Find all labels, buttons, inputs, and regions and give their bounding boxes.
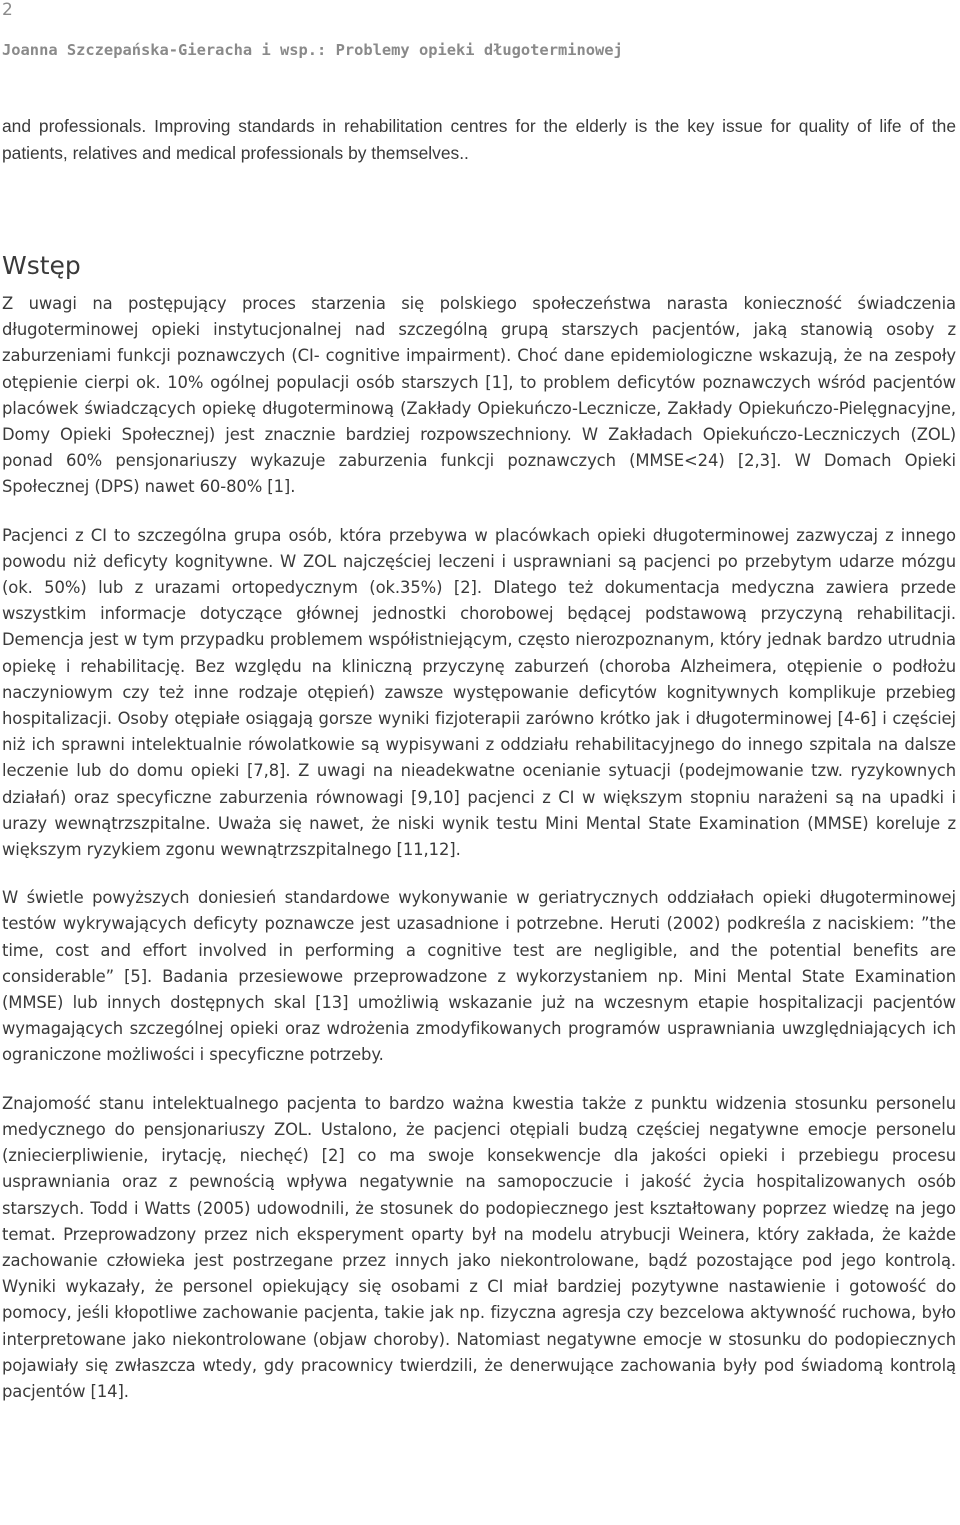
paragraph-4: Znajomość stanu intelektualnego pacjenta to bardzo ważna kwestia także z punktu widzenia stosunku personelu medycznego do pensjonariuszy ZOL. Ustalono, że pacjenci otępiali budzą częściej negatywne emocje personelu (zniecierpliwienie, irytację, niechęć) [2] co ma swoje konsekwencje dla jakości opieki i przebiegu procesu usprawniania oraz z pewnością wpływa negatywnie na samopoczucie i jakość życia hospitalizowanych osób starszych. Todd i Watts (2005) udowodnili, że stosunek do podopiecznego jest kształtowany poprzez wiedzę na jego temat. Przeprowadzony przez nich eksperyment oparty był na modelu atrybucji Weinera, który zakłada, że każde zachowanie człowieka jest postrzegane przez innych jako niekontrolowane, bądź pozostające pod jego kontrolą. Wyniki wykazały, że personel opiekujący się osobami z CI miał bardziej pozytywne nastawienie i gotowość do pomocy, jeśli kłopotliwe zachowanie pacjenta, takie jak np. fizyczna agresja czy bezcelowa aktywność ruchowa, było interpretowane jako niekontrolowane (objaw choroby). Natomiast negatywne emocje w stosunku do podopiecznych pojawiały się zwłaszcza wtedy, gdy pracownicy twierdzili, że denerwujące zachowania były pod świadomą kontrolą pacjentów [14]. <box>2 1093 956 1401</box>
section-body <box>2 291 956 1427</box>
page-number: 2 <box>2 0 13 20</box>
section-heading: Wstęp <box>2 251 81 280</box>
paragraph-1: Z uwagi na postępujący proces starzenia się polskiego społeczeństwa narasta konieczność świadczenia długoterminowej opieki instytucjonalnej nad szczególną grupą starszych pacjentów, jaką stanowią osoby z zaburzeniami funkcji poznawczych (CI- cognitive impairment). Choć dane epidemiologiczne wskazują, że na zespoły otępienie cierpi ok. 10% ogólnej populacji osób starszych [1], to problem deficytów poznawczych wśród pacjentów placówek świadczących opiekę długoterminową (Zakłady Opiekuńczo-Lecznicze, Zakłady Opiekuńczo-Pielęgnacyjne, Domy Opieki Społecznej) jest znacznie bardziej rozpowszechniony. W Zakładach Opiekuńczo-Leczniczych (ZOL) ponad 60% pensjonariuszy wykazuje zaburzenia funkcji poznawczych (MMSE<24) [2,3]. W Domach Opieki Społecznej (DPS) nawet 60-80% [1]. <box>2 294 956 497</box>
paragraph-3: W świetle powyższych doniesień standardowe wykonywanie w geriatrycznych oddziałach opieki długoterminowej testów wykrywających deficyty poznawcze jest uzasadnione i potrzebne. Heruti (2002) podkreśla z naciskiem: ”the time, cost and effort involved in performing a cognitive test are negligible, and the potential benefits are considerable” [5]. Badania przesiewowe przeprowadzone z wykorzystaniem np. Mini Mental State Examination (MMSE) lub innych dostępnych skal [13] umożliwią wskazanie już na wczesnym etapie hospitalizacji pacjentów wymagających szczególnej opieki oraz wdrożenia zmodyfikowanych programów usprawniania uwzględniających ich ograniczone możliwości i specyficzne potrzeby. <box>2 888 956 1065</box>
abstract-tail: and professionals. Improving standards in rehabilitation centres for the elderly is the key issue for quality of life of the patients, relatives and medical professionals by themselves.. <box>2 116 956 163</box>
paragraph-2: Pacjenci z CI to szczególna grupa osób, która przebywa w placówkach opieki długoterminowej zazwyczaj z innego powodu niż deficyty kognitywne. W ZOL najczęściej leczeni i usprawniani są pacjenci po przebytym udarze mózgu (ok. 50%) lub z urazami ortopedycznym (ok.35%) [2]. Dlatego też dokumentacja medyczna zawiera przede wszystkim informacje dotyczące głównej jednostki chorobowej będącej podstawową przyczyną rehabilitacji. Demencja jest w tym przypadku problemem współistniejącym, często nierozpoznanym, który jednak bardzo utrudnia opiekę i rehabilitację. Bez względu na kliniczną przyczynę zaburzeń (choroba Alzheimera, otępienie o podłożu naczyniowym czy też inne rodzaje otępień) zawsze występowanie deficytów kognitywnych komplikuje przebieg hospitalizacji. Osoby otępiałe osiągają gorsze wyniki fizjoterapii zarówno krótko jak i długoterminowej [4-6] i częściej niż ich sprawni intelektualnie rówolatkowie są wypisywani z oddziału rehabilitacyjnego do innego szpitala na dalsze leczenie lub do domu opieki [7,8]. Z uwagi na nieadekwatne ocenianie sytuacji (podejmowanie tzw. ryzykownych działań) oraz specyficzne zaburzenia równowagi [9,10] pacjenci z CI w większym stopniu narażeni są na upadki i urazy wewnątrzszpitalne. Uważa się nawet, że niski wynik testu Mini Mental State Examination (MMSE) koreluje z większym ryzykiem zgonu wewnątrzszpitalnego [11,12]. <box>2 525 956 860</box>
running-head: Joanna Szczepańska-Gieracha i wsp.: Problemy opieki długoterminowej <box>2 41 623 59</box>
